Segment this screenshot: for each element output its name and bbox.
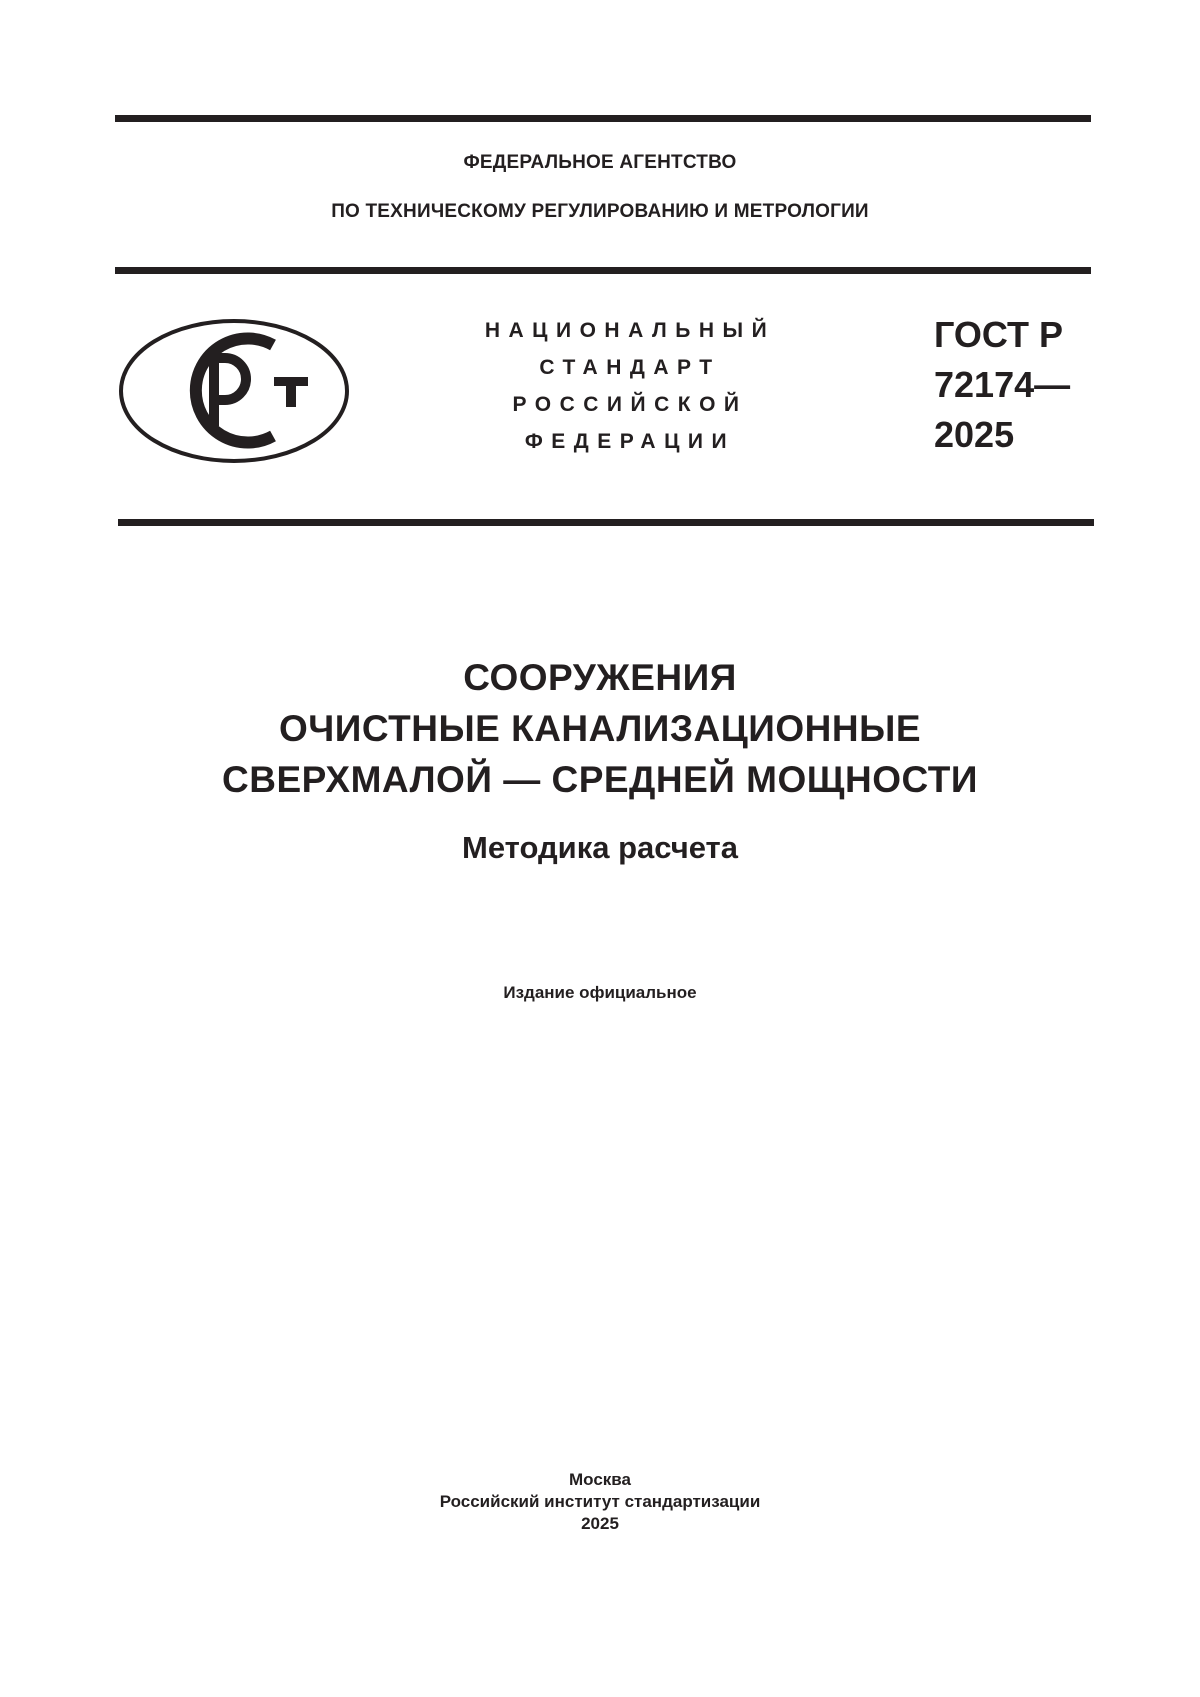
lower-rule — [118, 519, 1094, 526]
agency-name-line-2: ПО ТЕХНИЧЕСКОМУ РЕГУЛИРОВАНИЮ И МЕТРОЛОГИИ — [331, 201, 869, 222]
imprint-year: 2025 — [581, 1514, 619, 1533]
agency-name-line-1: ФЕДЕРАЛЬНОЕ АГЕНТСТВО — [463, 152, 737, 173]
designation-line: 72174— — [934, 364, 1071, 405]
standard-type-line: ФЕДЕРАЦИИ — [524, 430, 736, 453]
document-title — [0, 652, 1200, 805]
edition-note: Издание официальное — [503, 983, 697, 1002]
standard-designation — [934, 310, 1124, 460]
standard-type-line: СТАНДАРТ — [539, 356, 721, 379]
standard-type-line: НАЦИОНАЛЬНЫЙ — [484, 319, 776, 342]
standard-type-line: РОССИЙСКОЙ — [512, 393, 748, 416]
publisher-imprint — [0, 1469, 1200, 1535]
imprint-city: Москва — [569, 1470, 631, 1489]
title-line: СВЕРХМАЛОЙ — СРЕДНЕЙ МОЩНОСТИ — [222, 759, 978, 800]
title-line: ОЧИСТНЫЕ КАНАЛИЗАЦИОННЫЕ — [278, 708, 922, 749]
rst-conformity-mark-icon — [118, 318, 350, 464]
designation-line: 2025 — [934, 414, 1015, 455]
designation-line: ГОСТ Р — [934, 314, 1064, 355]
middle-rule — [115, 267, 1091, 274]
title-line: СООРУЖЕНИЯ — [463, 657, 737, 698]
top-rule — [115, 115, 1091, 122]
standard-type-block — [470, 312, 790, 460]
imprint-publisher: Российский институт стандартизации — [439, 1492, 761, 1511]
document-subtitle: Методика расчета — [462, 830, 738, 865]
